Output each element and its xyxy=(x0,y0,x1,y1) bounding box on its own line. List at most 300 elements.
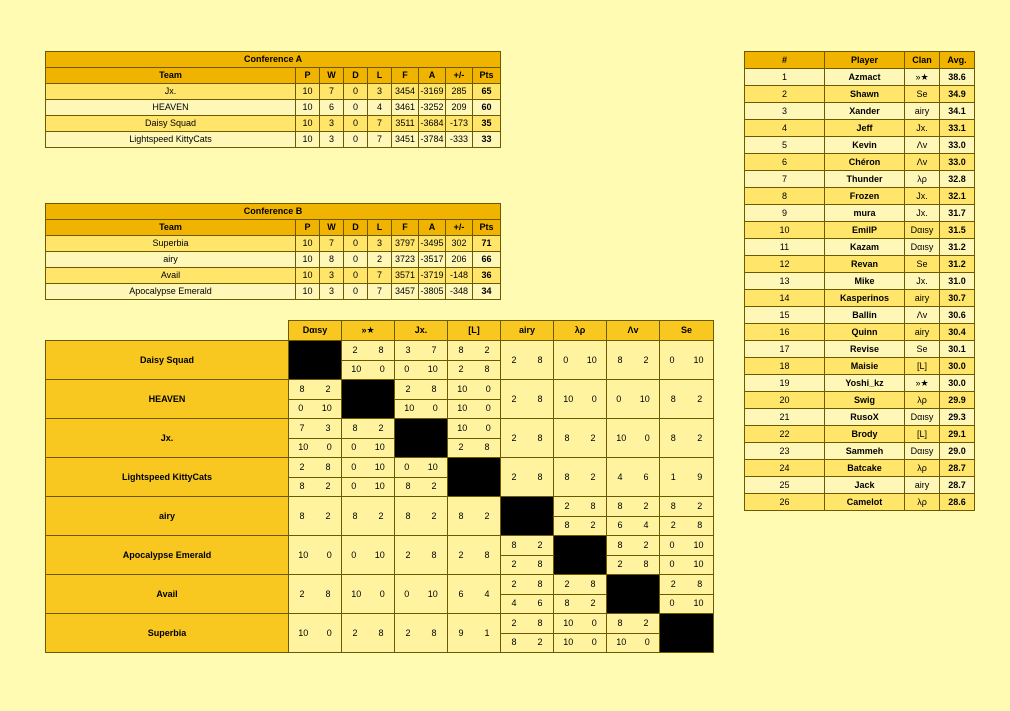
matrix-result-cell xyxy=(448,575,501,614)
stat-cell: 206 xyxy=(446,252,473,268)
result-single xyxy=(289,575,341,613)
score-value: 4 xyxy=(511,598,517,609)
matrix-result-cell xyxy=(395,341,448,380)
result-line xyxy=(660,556,713,575)
score-value: 0 xyxy=(404,588,410,599)
result-single xyxy=(660,458,713,496)
player-average: 33.0 xyxy=(940,137,975,154)
score-value: 2 xyxy=(643,617,649,628)
player-name: Camelot xyxy=(825,494,905,511)
score-value: 0 xyxy=(351,442,357,453)
player-average: 30.7 xyxy=(940,290,975,307)
player-name: Chéron xyxy=(825,154,905,171)
score-value: 2 xyxy=(697,432,703,443)
result-pair xyxy=(342,419,394,457)
result-line xyxy=(501,575,553,595)
matrix-team-name: Avail xyxy=(46,575,289,614)
player-clan: λρ xyxy=(905,494,940,511)
matrix-result-cell xyxy=(342,341,395,380)
result-line xyxy=(448,439,500,458)
col-header: # xyxy=(745,52,825,69)
player-clan: airy xyxy=(905,290,940,307)
result-line xyxy=(607,634,659,653)
result-pair xyxy=(660,497,713,535)
score-value: 2 xyxy=(590,471,596,482)
col-header: +/- xyxy=(446,220,473,236)
matrix-result-cell xyxy=(607,380,660,419)
result-line xyxy=(395,341,447,361)
score-value: 0 xyxy=(379,364,385,375)
player-rank: 24 xyxy=(745,460,825,477)
matrix-result-cell xyxy=(289,419,342,458)
score-value: 2 xyxy=(458,549,464,560)
stat-cell: -3495 xyxy=(419,236,446,252)
player-clan: λρ xyxy=(905,460,940,477)
score-value: 10 xyxy=(427,588,438,599)
conference-b-title: Conference B xyxy=(46,204,501,220)
score-value: 2 xyxy=(617,559,623,570)
stat-cell: -3684 xyxy=(419,116,446,132)
player-rank: 9 xyxy=(745,205,825,222)
score-value: 8 xyxy=(670,500,676,511)
player-row xyxy=(745,171,975,188)
player-name: mura xyxy=(825,205,905,222)
result-line xyxy=(554,497,606,517)
stat-cell: 7 xyxy=(320,236,344,252)
result-single xyxy=(342,614,394,652)
score-value: 2 xyxy=(670,520,676,531)
col-header: A xyxy=(419,68,446,84)
result-line xyxy=(501,556,553,575)
score-value: 0 xyxy=(669,539,675,550)
score-value: 0 xyxy=(326,442,332,453)
result-single xyxy=(660,419,713,457)
stat-cell: 3457 xyxy=(392,284,419,300)
score-value: 8 xyxy=(431,549,437,560)
score-value: 6 xyxy=(643,471,649,482)
matrix-row xyxy=(46,419,714,458)
result-single xyxy=(501,419,553,457)
result-line xyxy=(342,439,394,458)
stat-cell: 3797 xyxy=(392,236,419,252)
player-rank: 17 xyxy=(745,341,825,358)
score-value: 2 xyxy=(697,393,703,404)
player-average: 31.2 xyxy=(940,239,975,256)
team-name: HEAVEN xyxy=(46,100,296,116)
player-clan: [L] xyxy=(905,358,940,375)
score-value: 10 xyxy=(298,549,309,560)
player-name: Swig xyxy=(825,392,905,409)
score-value: 8 xyxy=(617,539,623,550)
result-pair xyxy=(289,419,341,457)
score-value: 8 xyxy=(537,471,543,482)
result-line xyxy=(660,595,713,614)
score-value: 8 xyxy=(511,539,517,550)
col-header: F xyxy=(392,220,419,236)
matrix-result-cell xyxy=(660,458,714,497)
result-single xyxy=(554,380,606,418)
result-single xyxy=(448,575,500,613)
player-rank: 22 xyxy=(745,426,825,443)
result-line xyxy=(342,458,394,478)
result-single xyxy=(607,341,659,379)
score-value: 8 xyxy=(405,481,411,492)
score-value: 0 xyxy=(644,432,650,443)
result-line xyxy=(289,478,341,497)
score-value: 8 xyxy=(484,364,490,375)
matrix-row xyxy=(46,614,714,653)
result-line xyxy=(395,380,447,400)
score-value: 8 xyxy=(564,598,570,609)
result-pair xyxy=(554,614,606,652)
score-value: 8 xyxy=(378,344,384,355)
score-value: 10 xyxy=(693,354,704,365)
player-average: 34.1 xyxy=(940,103,975,120)
player-row xyxy=(745,86,975,103)
player-clan: λρ xyxy=(905,171,940,188)
stat-cell: 3571 xyxy=(392,268,419,284)
result-single xyxy=(395,536,447,574)
stat-cell: 35 xyxy=(473,116,501,132)
score-value: 0 xyxy=(669,354,675,365)
score-value: 2 xyxy=(325,383,331,394)
stat-cell: -3169 xyxy=(419,84,446,100)
matrix-row xyxy=(46,458,714,497)
player-clan: Λv xyxy=(905,307,940,324)
score-value: 0 xyxy=(379,588,385,599)
player-average: 30.0 xyxy=(940,358,975,375)
score-value: 0 xyxy=(298,403,304,414)
standings-row xyxy=(46,252,501,268)
score-value: 0 xyxy=(669,598,675,609)
matrix-result-cell xyxy=(660,575,714,614)
matrix-result-cell xyxy=(554,419,607,458)
result-line xyxy=(554,575,606,595)
score-value: 10 xyxy=(374,549,385,560)
matrix-result-cell xyxy=(395,380,448,419)
player-row xyxy=(745,324,975,341)
player-name: Revise xyxy=(825,341,905,358)
matrix-result-cell xyxy=(501,536,554,575)
score-value: 2 xyxy=(590,520,596,531)
player-rank: 15 xyxy=(745,307,825,324)
matrix-col-header: Dαιsy xyxy=(289,321,342,341)
stat-cell: 0 xyxy=(344,236,368,252)
score-value: 10 xyxy=(351,364,362,375)
player-clan: Λv xyxy=(905,137,940,154)
score-value: 8 xyxy=(431,627,437,638)
player-name: Quinn xyxy=(825,324,905,341)
result-single xyxy=(501,458,553,496)
result-line xyxy=(554,517,606,536)
matrix-self-cell xyxy=(554,536,607,575)
score-value: 2 xyxy=(643,354,649,365)
score-value: 8 xyxy=(643,559,649,570)
result-line xyxy=(501,634,553,653)
score-value: 8 xyxy=(458,510,464,521)
matrix-self-cell xyxy=(395,419,448,458)
result-line xyxy=(448,419,500,439)
stat-cell: 8 xyxy=(320,252,344,268)
score-value: 2 xyxy=(484,344,490,355)
player-rank: 7 xyxy=(745,171,825,188)
score-value: 4 xyxy=(643,520,649,531)
score-value: 6 xyxy=(617,520,623,531)
player-rank: 19 xyxy=(745,375,825,392)
stat-cell: 7 xyxy=(368,268,392,284)
score-value: 2 xyxy=(431,510,437,521)
matrix-result-cell xyxy=(554,458,607,497)
player-row xyxy=(745,154,975,171)
score-value: 8 xyxy=(537,432,543,443)
matrix-row xyxy=(46,536,714,575)
score-value: 8 xyxy=(697,520,703,531)
matrix-result-cell xyxy=(660,380,714,419)
score-value: 3 xyxy=(325,422,331,433)
score-value: 9 xyxy=(697,471,703,482)
team-name: Lightspeed KittyCats xyxy=(46,132,296,148)
stat-cell: 3 xyxy=(320,268,344,284)
col-header: Team xyxy=(46,220,296,236)
result-line xyxy=(607,497,659,517)
score-value: 8 xyxy=(537,354,543,365)
player-average: 30.0 xyxy=(940,375,975,392)
matrix-result-cell xyxy=(342,419,395,458)
score-value: 10 xyxy=(374,442,385,453)
score-value: 8 xyxy=(617,354,623,365)
matrix-result-cell xyxy=(554,380,607,419)
score-value: 10 xyxy=(693,598,704,609)
player-average: 32.1 xyxy=(940,188,975,205)
score-value: 10 xyxy=(457,383,468,394)
score-value: 7 xyxy=(431,344,437,355)
score-value: 2 xyxy=(378,510,384,521)
player-rank: 26 xyxy=(745,494,825,511)
team-name: Daisy Squad xyxy=(46,116,296,132)
result-line xyxy=(395,361,447,380)
player-row xyxy=(745,341,975,358)
stat-cell: 36 xyxy=(473,268,501,284)
score-value: 0 xyxy=(326,549,332,560)
score-value: 2 xyxy=(405,549,411,560)
player-clan: Dαιsy xyxy=(905,222,940,239)
player-row xyxy=(745,205,975,222)
player-name: Thunder xyxy=(825,171,905,188)
score-value: 2 xyxy=(299,461,305,472)
player-rank: 18 xyxy=(745,358,825,375)
stat-cell: 0 xyxy=(344,116,368,132)
score-value: 10 xyxy=(586,354,597,365)
player-name: Kazam xyxy=(825,239,905,256)
player-row xyxy=(745,426,975,443)
result-line xyxy=(660,497,713,517)
result-line xyxy=(607,556,659,575)
stat-cell: 3 xyxy=(320,132,344,148)
player-rank: 13 xyxy=(745,273,825,290)
score-value: 0 xyxy=(563,354,569,365)
matrix-team-name: Daisy Squad xyxy=(46,341,289,380)
player-row xyxy=(745,103,975,120)
matrix-result-cell xyxy=(342,614,395,653)
score-value: 4 xyxy=(617,471,623,482)
matrix-corner xyxy=(46,321,289,341)
player-average: 33.0 xyxy=(940,154,975,171)
score-value: 8 xyxy=(299,481,305,492)
player-average: 29.1 xyxy=(940,426,975,443)
player-average: 31.7 xyxy=(940,205,975,222)
col-header: L xyxy=(368,220,392,236)
player-clan: airy xyxy=(905,324,940,341)
matrix-col-header: airy xyxy=(501,321,554,341)
player-average: 31.0 xyxy=(940,273,975,290)
score-value: 10 xyxy=(427,364,438,375)
stat-cell: 3 xyxy=(320,116,344,132)
matrix-result-cell xyxy=(501,575,554,614)
team-name: Jx. xyxy=(46,84,296,100)
col-header: P xyxy=(296,220,320,236)
player-clan: [L] xyxy=(905,426,940,443)
matrix-result-cell xyxy=(554,497,607,536)
score-value: 8 xyxy=(617,617,623,628)
score-value: 2 xyxy=(537,637,543,648)
result-single xyxy=(448,497,500,535)
player-row xyxy=(745,69,975,86)
matrix-result-cell xyxy=(395,497,448,536)
player-name: Ballin xyxy=(825,307,905,324)
score-value: 10 xyxy=(616,432,627,443)
stat-cell: 0 xyxy=(344,268,368,284)
player-rank: 21 xyxy=(745,409,825,426)
player-average: 32.8 xyxy=(940,171,975,188)
col-header: Team xyxy=(46,68,296,84)
result-line xyxy=(448,341,500,361)
score-value: 2 xyxy=(643,500,649,511)
score-value: 2 xyxy=(299,588,305,599)
player-name: Batcake xyxy=(825,460,905,477)
score-value: 8 xyxy=(537,578,543,589)
score-value: 1 xyxy=(484,627,490,638)
matrix-col-header: Λv xyxy=(607,321,660,341)
player-row xyxy=(745,392,975,409)
player-row xyxy=(745,460,975,477)
score-value: 10 xyxy=(563,637,574,648)
result-line xyxy=(448,361,500,380)
player-row xyxy=(745,307,975,324)
matrix-result-cell xyxy=(660,497,714,536)
score-value: 0 xyxy=(485,403,491,414)
stat-cell: 0 xyxy=(344,132,368,148)
matrix-team-name: Jx. xyxy=(46,419,289,458)
player-average: 28.6 xyxy=(940,494,975,511)
score-value: 8 xyxy=(670,393,676,404)
score-value: 10 xyxy=(427,461,438,472)
matrix-row xyxy=(46,380,714,419)
score-value: 2 xyxy=(511,354,517,365)
player-rank: 10 xyxy=(745,222,825,239)
matrix-self-cell xyxy=(342,380,395,419)
stat-cell: -3517 xyxy=(419,252,446,268)
matrix-result-cell xyxy=(289,497,342,536)
score-value: 0 xyxy=(351,549,357,560)
result-line xyxy=(448,380,500,400)
col-header: A xyxy=(419,220,446,236)
player-row xyxy=(745,239,975,256)
stat-cell: 66 xyxy=(473,252,501,268)
result-line xyxy=(607,536,659,556)
result-line xyxy=(607,517,659,536)
score-value: 10 xyxy=(374,481,385,492)
result-line xyxy=(342,341,394,361)
head-to-head-matrix xyxy=(45,320,714,653)
score-value: 2 xyxy=(643,539,649,550)
stat-cell: 7 xyxy=(368,284,392,300)
result-line xyxy=(395,478,447,497)
score-value: 10 xyxy=(693,559,704,570)
result-single xyxy=(501,380,553,418)
player-row xyxy=(745,494,975,511)
score-value: 2 xyxy=(511,393,517,404)
score-value: 2 xyxy=(352,344,358,355)
score-value: 10 xyxy=(298,442,309,453)
result-line xyxy=(660,536,713,556)
score-value: 8 xyxy=(352,422,358,433)
score-value: 2 xyxy=(431,481,437,492)
result-pair xyxy=(501,536,553,574)
matrix-result-cell xyxy=(501,380,554,419)
result-line xyxy=(660,575,713,595)
conference-a-title: Conference A xyxy=(46,52,501,68)
result-pair xyxy=(342,458,394,496)
matrix-self-cell xyxy=(607,575,660,614)
player-clan: λρ xyxy=(905,392,940,409)
matrix-result-cell xyxy=(660,536,714,575)
matrix-result-cell xyxy=(607,536,660,575)
stat-cell: 33 xyxy=(473,132,501,148)
conference-a-table xyxy=(45,51,501,148)
result-line xyxy=(289,439,341,458)
matrix-result-cell xyxy=(289,458,342,497)
score-value: 8 xyxy=(458,344,464,355)
player-rank: 12 xyxy=(745,256,825,273)
score-value: 2 xyxy=(352,627,358,638)
player-clan: Dαιsy xyxy=(905,239,940,256)
stat-cell: 3 xyxy=(368,84,392,100)
player-row xyxy=(745,256,975,273)
matrix-result-cell xyxy=(448,419,501,458)
team-name: Avail xyxy=(46,268,296,284)
result-single xyxy=(607,419,659,457)
col-header: Avg. xyxy=(940,52,975,69)
stat-cell: 10 xyxy=(296,100,320,116)
score-value: 8 xyxy=(670,432,676,443)
score-value: 2 xyxy=(537,539,543,550)
score-value: 8 xyxy=(590,578,596,589)
player-name: Azmact xyxy=(825,69,905,86)
stat-cell: 10 xyxy=(296,236,320,252)
score-value: 8 xyxy=(405,510,411,521)
stat-cell: 3 xyxy=(368,236,392,252)
score-value: 2 xyxy=(484,510,490,521)
score-value: 8 xyxy=(325,461,331,472)
team-name: Superbia xyxy=(46,236,296,252)
result-single xyxy=(607,380,659,418)
col-header: W xyxy=(320,220,344,236)
score-value: 10 xyxy=(563,393,574,404)
result-pair xyxy=(554,575,606,613)
score-value: 2 xyxy=(458,442,464,453)
score-value: 6 xyxy=(537,598,543,609)
matrix-result-cell xyxy=(289,575,342,614)
